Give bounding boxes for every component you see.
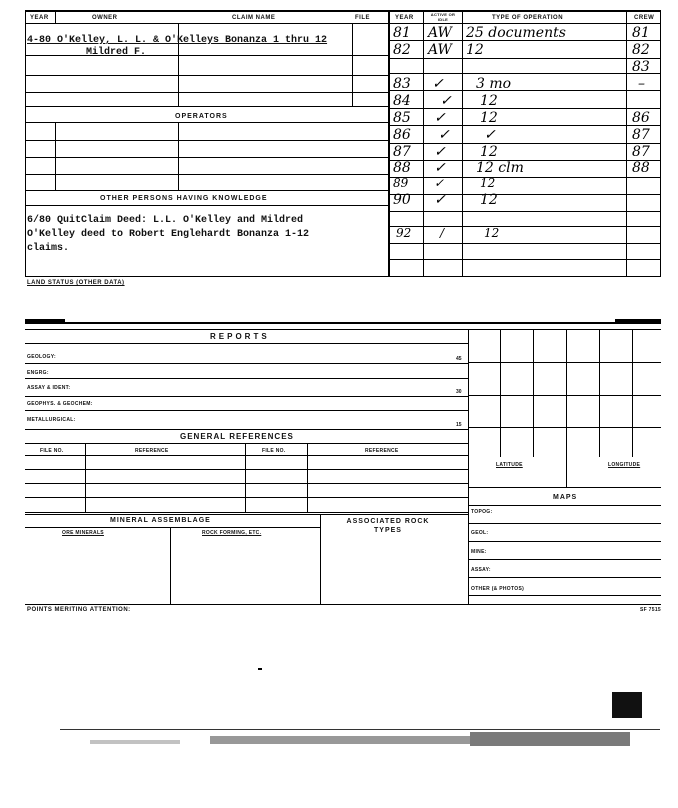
ref-header-reference-2: REFERENCE [365,448,399,454]
header-file: FILE [355,15,370,21]
associated-rock-types: ASSOCIATED ROCK TYPES [346,518,430,534]
rock-forming-header: ROCK FORMING, ETC. [202,530,262,536]
log-crew: 86 [632,110,650,126]
general-references-title: GENERAL REFERENCES [180,432,294,441]
log-operation: 12 [480,110,498,126]
log-operation: 12 [480,192,498,208]
log-year: 84 [393,93,411,109]
report-geophys: GEOPHYS. & GEOCHEM: [27,401,93,407]
log-crew: 87 [632,127,650,143]
log-year: 83 [393,76,411,92]
ref-header-file-no: FILE NO. [40,448,64,454]
report-num: 15 [456,422,462,428]
log-active: ✓ [434,176,445,190]
header-owner: OWNER [92,15,118,21]
owner-line-2: Mildred F. [86,47,147,58]
header-type-operation: TYPE OF OPERATION [492,15,564,21]
log-active: / [440,226,445,240]
log-operation: 25 documents [466,25,566,41]
other-persons-line-3: claims. [27,243,70,254]
report-assay: ASSAY & IDENT: [27,385,71,391]
header-claim-name: CLAIM NAME [232,15,276,21]
form-number: SF 7515 [640,607,662,613]
log-crew: 82 [632,42,650,58]
log-operation: 12 [480,93,498,109]
log-operation: ✓ [484,127,496,143]
report-engrg: ENGRG: [27,370,49,376]
log-operation: 3 mo [476,76,512,92]
log-active: AW [428,42,452,58]
reports-title: REPORTS [210,332,270,341]
scan-noise-band [60,726,660,754]
header-active-idle: ACTIVE OR IDLE [430,12,456,22]
ref-header-file-no-2: FILE NO. [262,448,286,454]
log-year: 85 [393,110,411,126]
other-persons-title: OTHER PERSONS HAVING KNOWLEDGE [100,195,268,202]
other-persons-line-2: O'Kelley deed to Robert Englehardt Bonanza 1-12 [27,229,310,240]
longitude-label: LONGITUDE [608,462,641,468]
log-crew: 81 [632,25,650,41]
points-meriting-attention: POINTS MERITING ATTENTION: [27,607,131,613]
operators-title: OPERATORS [175,113,228,120]
log-operation: 12 [484,226,500,240]
log-year: 87 [393,144,411,160]
log-year: 90 [393,192,411,208]
log-active: AW [428,25,452,41]
report-metallurgical: METALLURGICAL: [27,417,76,423]
land-status-label: LAND STATUS (OTHER DATA) [27,280,125,286]
log-active: ✓ [434,160,446,176]
log-crew: 88 [632,160,650,176]
log-active: ✓ [440,93,452,109]
scan-black-square [612,692,642,718]
log-crew: 83 [632,59,650,75]
map-assay: ASSAY: [471,567,491,573]
log-year: 81 [393,25,411,41]
header-year: YEAR [30,15,49,21]
log-active: ✓ [434,110,446,126]
header-crew: CREW [634,15,655,21]
map-mine: MINE: [471,549,487,555]
log-active: ✓ [438,127,450,143]
log-year: 92 [396,226,412,240]
ref-header-reference: REFERENCE [135,448,169,454]
log-operation: 12 [480,144,498,160]
log-active: ✓ [434,192,446,208]
scan-noise-svg [60,726,660,754]
log-crew: 87 [632,144,650,160]
log-operation: 12 [466,42,484,58]
map-other: OTHER (& PHOTOS) [471,586,525,592]
log-operation: 12 [480,176,496,190]
log-year: 89 [393,176,409,190]
map-topog: TOPOG: [471,509,493,515]
latitude-label: LATITUDE [496,462,523,468]
map-geol: GEOL: [471,530,489,536]
report-num: 30 [456,389,462,395]
log-year: 86 [393,127,411,143]
log-year: 88 [393,160,411,176]
log-active: ✓ [434,144,446,160]
other-persons-line-1: 6/80 QuitClaim Deed: L.L. O'Kelley and Mildred [27,215,304,226]
log-active: ✓ [432,76,444,92]
scan-dot [258,668,262,670]
maps-title: MAPS [553,494,578,501]
log-year: 82 [393,42,411,58]
mineral-assemblage-title: MINERAL ASSEMBLAGE [110,517,211,524]
header-year-2: YEAR [395,15,414,21]
owner-claim-line: 4-80 O'Kelley, L. L. & O'Kelleys Bonanza 1 thru 12 [27,35,328,46]
log-crew: – [638,76,645,92]
ore-minerals-header: ORE MINERALS [62,530,104,536]
log-operation: 12 clm [476,160,524,176]
report-num: 45 [456,356,462,362]
report-geology: GEOLOGY: [27,354,56,360]
